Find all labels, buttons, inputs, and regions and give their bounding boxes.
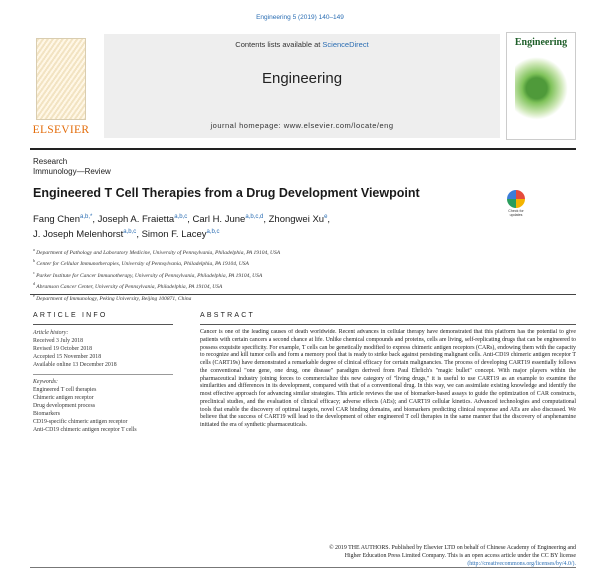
keyword: Engineered T cell therapies — [33, 387, 97, 393]
subsection-label: Immunology—Review — [33, 167, 111, 176]
elsevier-tree-icon — [36, 38, 86, 120]
keyword: Chimeric antigen receptor — [33, 395, 94, 401]
check-for-updates-badge[interactable] — [503, 190, 529, 220]
author[interactable]: Simon F. Lacey$^{a,b,c}$ — [141, 228, 220, 240]
copyright-line: Higher Education Press Limited Company. This is an open access article under the CC BY license — [344, 552, 576, 559]
keywords-rule — [33, 374, 173, 375]
affiliation: $^c$ Parker Institute for Cancer Immunotherapy, University of Pennsylvania, Philadelphia, PA 19104, USA — [33, 269, 263, 279]
journal-cover-thumbnail[interactable] — [506, 32, 576, 140]
author[interactable]: J. Joseph Melenhorst$^{a,b,c}$ — [33, 228, 137, 240]
section-divider — [30, 294, 576, 295]
section-label: Research — [33, 157, 68, 166]
header-divider — [30, 148, 576, 150]
abstract-heading: ABSTRACT — [200, 312, 255, 319]
publisher-name: ELSEVIER — [32, 124, 90, 136]
author[interactable]: Joseph A. Fraietta$^{a,b,c}$ — [97, 213, 188, 225]
cover-artwork — [515, 55, 569, 129]
article-info-rule — [33, 324, 173, 325]
masthead — [30, 30, 576, 142]
history-entry: Revised 19 October 2018 — [33, 346, 93, 352]
history-label: Article history: — [33, 330, 69, 336]
article-info-column — [33, 312, 173, 434]
journal-reference[interactable]: Engineering 5 (2019) 140–149 — [256, 14, 344, 21]
history-entry: Accepted 15 November 2018 — [33, 354, 102, 360]
keyword: Anti-CD19 chimeric antigen receptor T cells — [33, 427, 137, 433]
keyword: Drug development process — [33, 403, 96, 409]
keywords-label: Keywords: — [33, 379, 58, 385]
affiliation: $^a$ Department of Pathology and Laboratory Medicine, University of Pennsylvania, Philadelphia, PA 19104, USA — [33, 247, 281, 256]
keyword: CD19-specific chimeric antigen receptor — [33, 419, 128, 425]
license-link[interactable]: (http://creativecommons.org/licenses/by/4.0/). — [467, 560, 576, 567]
affiliation: $^e$ Department of Immunology, Peking University, Beijing 100871, China — [33, 292, 192, 302]
abstract-rule — [200, 324, 576, 325]
check-for-updates-icon — [507, 190, 525, 208]
abstract-text: Cancer is one of the leading causes of death worldwide. Recent advances in cellular therapy have demonstrated that this platform has the potential to give patients with certain cancers a second chance at life. Unlike chemical compounds and proteins, cells are living, self-replicating drugs that can be engineered to possess exquisite specificity. For example, T cells can be genetically modified to express chimeric antigen receptors (CARs), endowing them with the capacity to recognize and kill tumor cells and form a memory pool that is ready to strike back against persisting malignant cells. Anti-CD19 chimeric antigen receptor T cells (CART19s) have demonstrated a remarkable degree of clinical efficacy for certain malignancies. The process of developing CART19 essentially follows the conventional "one gene, one drug, one disease" paradigm derived from Paul Ehrlich's "magic bullet" concept. With major players within the pharmaceutical industry joining forces to commercialize this new category of "living drugs," it is useful to use CART19 as an example to examine the similarities and differences in its development, compared with that of a conventional drug. In this way, we can assimilate existing knowledge and identify the most effective approach for advancing similar strategies. This article reviews the use of biomarker-based assays to guide the optimization of CAR constructs, preclinical studies, and the evaluation of clinical efficacy; adverse effects (AEs); and CART19 cellular kinetics. Advanced technologies and computational tools that enable the discovery of optimal targets, novel CAR binding domains, and biomarkers predicting clinical response and AEs are also discussed. We believe that the success of CART19 will lead to the development of other engineered T cell therapies in the same manner that the discovery of arsphenamine initiated the era of synthetic pharmaceuticals. — [200, 329, 576, 428]
author[interactable]: Zhongwei Xu$^e$ — [268, 213, 328, 225]
copyright-notice — [200, 545, 576, 568]
sciencedirect-link[interactable]: ScienceDirect — [322, 40, 369, 49]
journal-homepage-link[interactable]: journal homepage: www.elsevier.com/locate/eng — [210, 121, 394, 130]
history-entry: Available online 13 December 2018 — [33, 362, 117, 368]
author-list: Fang Chen$^{a,b,*}$, Joseph A. Fraietta$^{a,b,c}$, Carl H. June$^{a,b,c,d}$, Zhongwei Xu$^e$, J. Joseph Melenhorst$^{a,b,c}$, Simon F. Lacey$^{a,b,c}$ — [33, 213, 331, 240]
article-info-heading: ARTICLE INFO — [33, 312, 108, 319]
footer-divider — [30, 567, 576, 568]
article-history — [33, 329, 173, 369]
keywords — [33, 378, 173, 434]
history-entry: Received 3 July 2018 — [33, 338, 84, 344]
author[interactable]: Carl H. June$^{a,b,c,d}$ — [192, 213, 264, 225]
publisher-logo — [30, 34, 92, 138]
check-for-updates-label: Check for updates — [508, 209, 524, 217]
keyword: Biomarkers — [33, 411, 61, 417]
article-title: Engineered T Cell Therapies from a Drug Development Viewpoint — [33, 186, 420, 200]
cover-title: Engineering — [514, 37, 568, 48]
author[interactable]: Fang Chen$^{a,b,*}$ — [33, 213, 93, 225]
journal-title: Engineering — [261, 70, 343, 87]
affiliation: $^d$ Abramson Cancer Center, University of Pennsylvania, Philadelphia, PA 19104, USA — [33, 281, 223, 291]
abstract-column — [200, 312, 576, 513]
contents-prefix: Contents lists available at — [235, 40, 321, 49]
contents-line — [104, 40, 500, 49]
affiliation: $^b$ Center for Cellular Immunotherapies, University of Pennsylvania, Philadelphia, PA 19104, USA — [33, 258, 249, 268]
copyright-line: © 2019 THE AUTHORS. Published by Elsevier LTD on behalf of Chinese Academy of Engineering and — [329, 545, 576, 551]
masthead-banner — [104, 34, 500, 138]
